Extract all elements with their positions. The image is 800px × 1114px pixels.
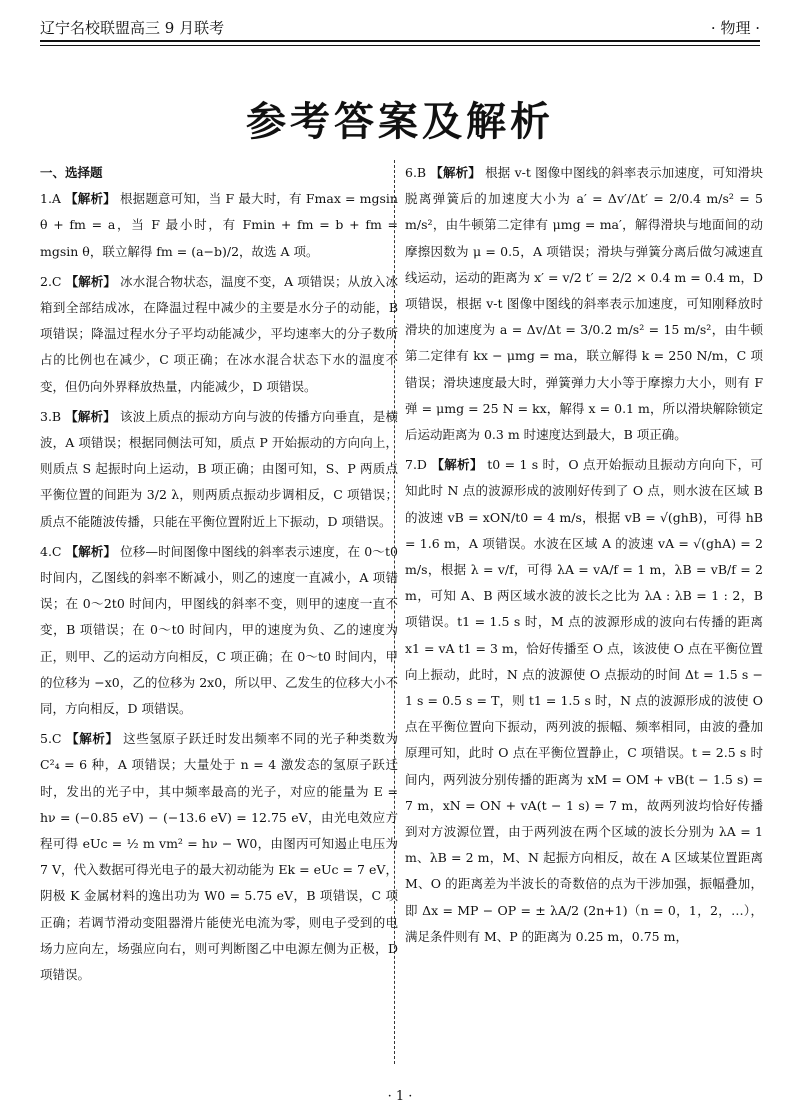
question-body: 冰水混合物状态，温度不变，A 项错误；从放入冰箱到全部结成冰，在降温过程中减少的主要是水分子的动能，B 项错误；降温过程水分子平均动能减少，平均速率大的分子数所占的比例也在减少，C 项正确；在冰水混合状态下水的温度不变，但仍向外界释放热量，内能减少，D 项错误。 [40,273,398,394]
right-column [405,160,763,954]
page-title: 参考答案及解析 [246,99,554,145]
question-3 [40,404,398,535]
question-6 [405,160,763,448]
question-2 [40,269,398,400]
analysis-tag: 【解析】 [65,543,117,559]
page-header [40,10,760,38]
analysis-tag: 【解析】 [66,731,119,747]
analysis-tag: 【解析】 [431,457,483,473]
question-7 [405,452,763,950]
question-number: 2.C [40,273,62,289]
section-heading: 一、选择题 [40,165,103,180]
question-body: 该波上质点的振动方向与波的传播方向垂直，是横波，A 项错误；根据同侧法可知，质点 P 开始振动的方向向上，则质点 S 起振时向上运动，B 项正确；由图可知，S、P 两质点平衡位置的间距为 3/2 λ，则两质点振动步调相反，C 项错误；质点不能随波传播，只能在平衡位置附近上下振动，D 项错误。 [40,408,398,529]
page-number: · 1 · [387,1089,413,1104]
question-number: 4.C [40,543,62,559]
question-1 [40,186,398,265]
question-5 [40,726,398,988]
analysis-tag: 【解析】 [65,273,117,289]
question-number: 7.D [405,457,427,473]
analysis-tag: 【解析】 [430,165,481,180]
question-4 [40,539,398,722]
header-rule-thin [40,45,760,46]
question-body: 这些氢原子跃迁时发出频率不同的光子种类数为 C²₄ = 6 种，A 项错误；大量处于 n = 4 激发态的氢原子跃迁时，发出的光子中，其中频率最高的光子，对应的能量为 E = hν = (−0.85 eV) − (−13.6 eV) = 12.75 eV，由光电效应方程可得 eUc = ½ m vm² = hν − W0，由图丙可知遏止电压为 7 V，代入数据可得光电子的最大初动能为 Ek = eUc = 7 eV，阴极 K 金属材料的逸出功为 W0 = 5.75 eV，B 项错误，C 项正确；若调节滑动变阻器滑片能使光电流为零，则电子受到的电场力应向左，场强应向右，则可判断图乙中电源左侧为正极，D 项错误。 [40,731,398,983]
question-number: 1.A [40,191,61,207]
question-number: 3.B [40,408,62,424]
analysis-tag: 【解析】 [65,191,116,207]
left-column [40,160,398,992]
question-body: 根据题意可知，当 F 最大时，有 Fmax = mgsin θ + fm = a，当 F 最小时，有 Fmin + fm = b + fm = mgsin θ，联立解得 fm = (a−b)/2，故选 A 项。 [40,191,398,259]
question-number: 5.C [40,731,62,747]
question-body: 位移—时间图像中图线的斜率表示速度，在 0～t0 时间内，乙图线的斜率不断减小，则乙的速度一直减小，A 项错误；在 0～2t0 时间内，甲图线的斜率不变，则甲的速度一直不变，B 项错误；在 0～t0 时间内，甲的速度为负、乙的速度为正，则甲、乙的运动方向相反，C 项正确；在 0～t0 时间内，甲的位移为 −x0，乙的位移为 2x0，所以甲、乙发生的位移大小不同，方向相反，D 项错误。 [40,543,398,717]
question-body: t0 = 1 s 时，O 点开始振动且振动方向向下，可知此时 N 点的波源形成的波刚好传到了 O 点，则水波在区域 B 的波速 vB = xON/t0 = 4 m/s，根据 vB = √(ghB)，可得 hB = 1.6 m，A 项错误。水波在区域 A 的波速 vA = √(ghA) = 2 m/s，根据 λ = v/f，可得 λA = vA/f = 1 m，λB = vB/f = 2 m，可知 A、B 两区域水波的波长之比为 λA : λB = 1 : 2，B 项错误。t1 = 1.5 s 时，M 点的波源形成的波向右传播的距离 x1 = vA t1 = 3 m，恰好传播至 O 点，该波使 O 点在平衡位置向上振动，此时，N 点的波源使 O 点振动的时间 Δt = 1.5 s − 1 s = 0.5 s = T，则 t1 = 1.5 s 时，N 点的波源形成的波使 O 点在平衡位置向下振动，两列波的振幅、频率相同，由波的叠加原理可知，此时 O 点在平衡位置静止，C 项错误。t = 2.5 s 时间内，两列波分别传播的距离为 xM = OM + vB(t − 1.5 s) = 7 m，xN = ON + vA(t − 1 s) = 7 m，故两列波均恰好传播到对方波源位置，由于两列波在两个区域的波长分别为 λA = 1 m、λB = 2 m，M、N 起振方向相反，故在 A 区域某位置距离 M、O 的距离差为半波长的奇数倍的点为干涉加强，振幅叠加，即 Δx = MP − OP = ± λA/2 (2n+1)（n = 0，1，2，…），满足条件则有 M、P 的距离为 0.25 m，0.75 m， [405,457,763,944]
analysis-tag: 【解析】 [65,408,116,424]
header-left: 辽宁名校联盟高三 9 月联考 [40,19,225,37]
header-rule [40,40,760,42]
question-body: 根据 v-t 图像中图线的斜率表示加速度，可知滑块脱离弹簧后的加速度大小为 a′ = Δv′/Δt′ = 2/0.4 m/s² = 5 m/s²，由牛顿第二定律有 μmg = ma′，解得滑块与地面间的动摩擦因数为 μ = 0.5，A 项错误；滑块与弹簧分离后做匀减速直线运动，运动的距离为 x′ = v/2 t′ = 2/2 × 0.4 m = 0.4 m，D 项错误，根据 v-t 图像中图线的斜率表示加速度，可知刚释放时滑块的加速度为 a = Δv/Δt = 3/0.2 m/s² = 15 m/s²，由牛顿第二定律有 kx − μmg = ma，联立解得 k = 250 N/m，C 项错误；滑块速度最大时，弹簧弹力大小等于摩擦力大小，则有 F弹 = μmg = 25 N = kx，解得 x = 0.1 m，所以滑块解除锁定后运动距离为 0.3 m 时速度达到最大，B 项正确。 [405,165,763,443]
question-number: 6.B [405,165,427,180]
header-right: · 物理 · [710,19,760,37]
